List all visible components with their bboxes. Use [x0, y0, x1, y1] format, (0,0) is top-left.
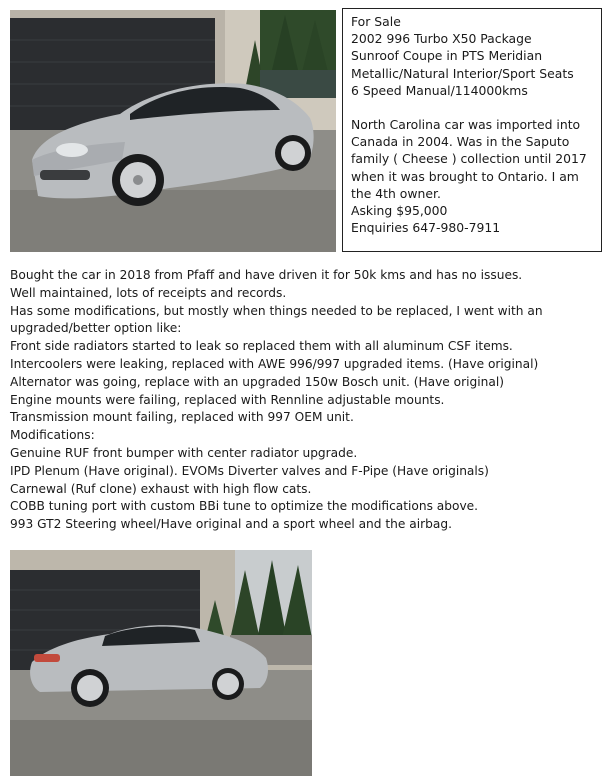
body-line: Front side radiators started to leak so replaced them with all aluminum CSF items.	[10, 339, 513, 354]
story-line-5: the 4th owner.	[351, 185, 441, 201]
modifications-heading: Modifications:	[10, 428, 95, 443]
header-line-transmission: 6 Speed Manual/114000kms	[351, 82, 528, 98]
body-line: Carnewal (Ruf clone) exhaust with high flow cats.	[10, 481, 312, 496]
header-line-model: 2002 996 Turbo X50 Package	[351, 31, 532, 47]
description-body	[10, 267, 606, 534]
asking-price: Asking $95,000	[351, 203, 448, 219]
story-line-4: when it was brought to Ontario. I am	[351, 168, 579, 184]
car-side-image	[10, 550, 312, 776]
body-line: Intercoolers were leaking, replaced with AWE 996/997 upgraded items. (Have original)	[10, 356, 539, 371]
listing-summary-box	[342, 8, 602, 252]
body-line: Engine mounts were failing, replaced with Rennline adjustable mounts.	[10, 392, 445, 407]
story-line-2: Canada in 2004. Was in the Saputo	[351, 134, 570, 150]
body-line: Well maintained, lots of receipts and records.	[10, 285, 287, 300]
body-line: Alternator was going, replace with an upgraded 150w Bosch unit. (Have original)	[10, 374, 504, 389]
header-line-for-sale: For Sale	[351, 14, 401, 29]
body-line: upgraded/better option like:	[10, 321, 182, 336]
car-photo-front	[10, 10, 336, 252]
header-line-body: Sunroof Coupe in PTS Meridian	[351, 48, 543, 64]
story-line-3: family ( Cheese ) collection until 2017	[351, 151, 587, 167]
body-line: IPD Plenum (Have original). EVOMs Diverter valves and F-Pipe (Have originals)	[10, 463, 489, 478]
body-line: Has some modifications, but mostly when things needed to be replaced, I went with an	[10, 303, 543, 318]
header-line-interior: Metallic/Natural Interior/Sport Seats	[351, 65, 574, 81]
body-line: Genuine RUF front bumper with center radiator upgrade.	[10, 445, 358, 460]
body-line: 993 GT2 Steering wheel/Have original and a sport wheel and the airbag.	[10, 517, 452, 532]
story-line-1: North Carolina car was imported into	[351, 117, 581, 133]
body-line: COBB tuning port with custom BBi tune to optimize the modifications above.	[10, 499, 479, 514]
car-photo-side	[10, 550, 312, 776]
car-front-image	[10, 10, 336, 252]
enquiries-phone: Enquiries 647-980-7911	[351, 220, 501, 236]
body-line: Transmission mount failing, replaced with 997 OEM unit.	[10, 410, 354, 425]
body-line: Bought the car in 2018 from Pfaff and have driven it for 50k kms and has no issues.	[10, 268, 523, 282]
